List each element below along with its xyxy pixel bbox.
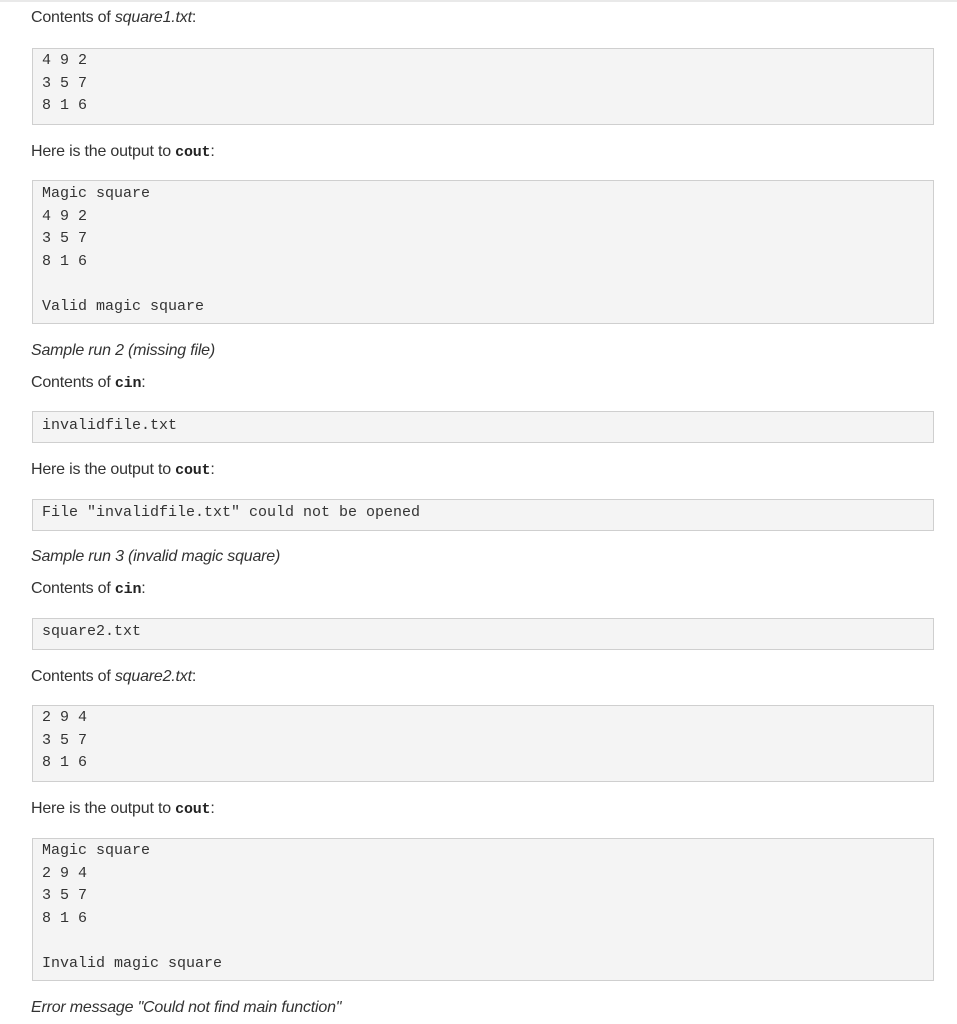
code-line: 8 1 6	[42, 909, 88, 927]
code-line: 8 1 6	[42, 97, 88, 114]
run3-cin-block	[32, 618, 934, 650]
code-line: 3 5 7	[42, 74, 88, 92]
code-line: Magic square	[42, 842, 151, 859]
sample-run-3-heading: Sample run 3 (invalid magic square)	[31, 548, 281, 565]
code-line: square2.txt	[42, 623, 142, 640]
output-cout-label: Here is the output to cout:	[31, 143, 215, 161]
code-line: 2 9 4	[42, 864, 88, 882]
output-cout-label: Here is the output to cout:	[31, 461, 215, 479]
code-line: 4 9 2	[42, 52, 88, 69]
output-cout-label: Here is the output to cout:	[31, 800, 215, 818]
code-line: File "invalidfile.txt" could not be opened	[42, 504, 421, 521]
code-line: 3 5 7	[42, 731, 88, 749]
code-line: 3 5 7	[42, 887, 88, 904]
code-line: 8 1 6	[42, 252, 88, 270]
code-line: 8 1 6	[42, 754, 88, 771]
code-line: 3 5 7	[42, 230, 88, 247]
run2-cin-block	[32, 411, 934, 443]
code-line: Invalid magic square	[42, 954, 223, 972]
square1-contents-block	[32, 48, 934, 125]
error-message-note: Error message "Could not find main function"	[31, 999, 342, 1016]
code-line: 4 9 2	[42, 207, 88, 225]
contents-cin-label: Contents of cin:	[31, 374, 146, 392]
code-line: Magic square	[42, 185, 151, 202]
contents-cin-label: Contents of cin:	[31, 580, 146, 598]
run2-output-block	[32, 499, 934, 531]
contents-square1-label: Contents of square1.txt:	[31, 9, 197, 26]
code-line: Valid magic square	[42, 297, 205, 315]
code-line: 2 9 4	[42, 709, 88, 726]
top-divider	[0, 0, 957, 2]
sample-run-2-heading: Sample run 2 (missing file)	[31, 342, 215, 359]
run1-output-block	[32, 180, 934, 324]
code-line: invalidfile.txt	[42, 417, 178, 434]
square2-contents-block	[32, 705, 934, 782]
code-line	[42, 930, 924, 953]
code-line	[42, 273, 924, 296]
contents-square2-label: Contents of square2.txt:	[31, 668, 197, 685]
run3-output-block	[32, 838, 934, 981]
